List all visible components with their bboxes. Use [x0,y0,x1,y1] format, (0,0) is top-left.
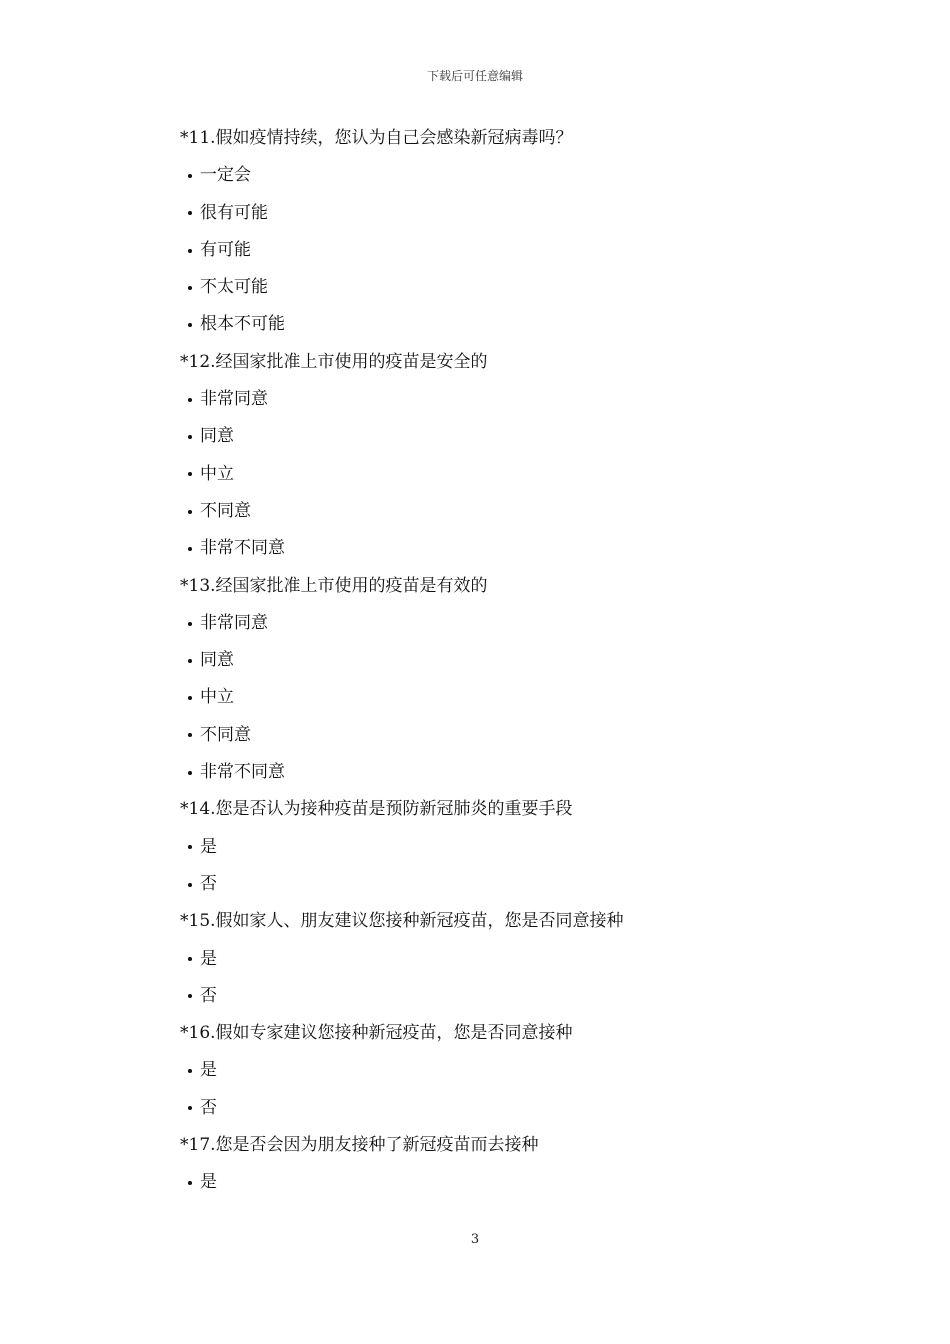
question-title: *13.经国家批准上市使用的疫苗是有效的 [180,575,488,596]
answer-option [180,269,820,306]
bullet-icon [188,622,192,626]
question-title: *15.假如家人、朋友建议您接种新冠疫苗，您是否同意接种 [180,911,624,932]
bullet-icon [188,771,192,775]
answer-option-label: 不同意 [200,500,251,521]
bullet-icon [188,1181,192,1185]
answer-option-label: 是 [200,1172,217,1193]
bullet-icon [188,845,192,849]
question-title: *17.您是否会因为朋友接种了新冠疫苗而去接种 [180,1135,539,1156]
answer-option [180,381,820,418]
bullet-icon [188,1069,192,1073]
answer-option [180,232,820,269]
bullet-icon [188,994,192,998]
bullet-icon [188,733,192,737]
bullet-icon [188,659,192,663]
answer-option-label: 根本不可能 [200,314,285,335]
answer-option [180,605,820,642]
answer-option [180,642,820,679]
answer-option-label: 一定会 [200,165,251,186]
question-title: *12.经国家批准上市使用的疫苗是安全的 [180,351,488,372]
answer-option-label: 同意 [200,650,234,671]
answer-option [180,754,820,791]
bullet-icon [188,472,192,476]
answer-option-label: 否 [200,1097,217,1118]
answer-option [180,717,820,754]
answer-option [180,941,820,978]
bullet-icon [188,211,192,215]
answer-option [180,1052,820,1089]
answer-option-label: 非常不同意 [200,538,285,559]
survey-questions [180,120,820,1202]
answer-option-label: 否 [200,873,217,894]
answer-option [180,1164,820,1201]
answer-option-label: 非常同意 [200,389,268,410]
bullet-icon [188,249,192,253]
bullet-icon [188,286,192,290]
bullet-icon [188,398,192,402]
answer-option [180,493,820,530]
answer-option [180,418,820,455]
answer-option [180,829,820,866]
answer-option [180,1090,820,1127]
answer-option-label: 很有可能 [200,202,268,223]
answer-option-label: 非常不同意 [200,762,285,783]
page-number: 3 [470,1232,480,1247]
answer-option-label: 不太可能 [200,277,268,298]
answer-option [180,530,820,567]
bullet-icon [188,957,192,961]
bullet-icon [188,547,192,551]
bullet-icon [188,883,192,887]
bullet-icon [188,1106,192,1110]
bullet-icon [188,323,192,327]
answer-option-label: 是 [200,1060,217,1081]
header-note: 下载后可任意编辑 [426,69,523,83]
answer-option [180,306,820,343]
question-title: *11.假如疫情持续，您认为自己会感染新冠病毒吗？ [180,128,573,148]
answer-option-label: 非常同意 [200,612,268,633]
answer-option [180,456,820,493]
answer-option [180,195,820,232]
answer-option [180,866,820,903]
answer-option [180,978,820,1015]
answer-option [180,679,820,716]
answer-option-label: 否 [200,985,217,1006]
answer-option-label: 不同意 [200,724,251,745]
answer-option-label: 中立 [200,463,234,484]
question-title: *16.假如专家建议您接种新冠疫苗，您是否同意接种 [180,1023,573,1044]
answer-option-label: 是 [200,948,217,969]
bullet-icon [188,696,192,700]
answer-option-label: 有可能 [200,239,251,260]
answer-option [180,157,820,194]
bullet-icon [188,174,192,178]
answer-option-label: 同意 [200,426,234,447]
bullet-icon [188,435,192,439]
answer-option-label: 是 [200,836,217,857]
answer-option-label: 中立 [200,687,234,708]
question-title: *14.您是否认为接种疫苗是预防新冠肺炎的重要手段 [180,799,573,820]
bullet-icon [188,510,192,514]
